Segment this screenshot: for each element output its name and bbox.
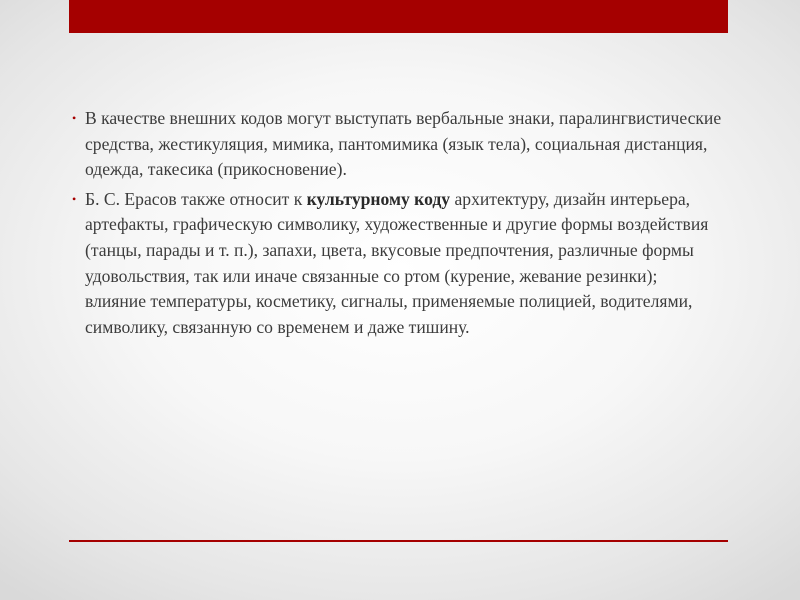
bullet-item-external-codes [72, 106, 722, 183]
header-accent-bar [69, 0, 728, 33]
bullet-text: В качестве внешних кодов могут выступать вербальные знаки, паралингвистические средства, жестикуляция, мимика, пантомимика (язык тела), социальная дистанция, одежда, такесика (прикосновение). [85, 108, 722, 180]
footer-divider-line [69, 540, 728, 542]
bullet-icon: • [72, 111, 77, 125]
bullet-text-before: Б. С. Ерасов также относит к [85, 188, 307, 209]
bullet-emphasis: культурному коду [306, 188, 451, 209]
bullet-item-cultural-code [72, 187, 722, 341]
bullet-icon: • [72, 191, 77, 206]
bullet-text-after: архитектуру, дизайн интерьера, артефакты, графическую символику, художественные и другие формы воздействия (танцы, парады и т. п.), запахи, цвета, вкусовые предпочтения, различные формы удовольствия, так или иначе связанные со ртом (курение, жевание резинки); влияние температуры, косметику, сигналы, применяемые полицией, водителями, символику, связанную со временем и даже тишину. [85, 188, 709, 337]
slide-body [72, 106, 722, 344]
